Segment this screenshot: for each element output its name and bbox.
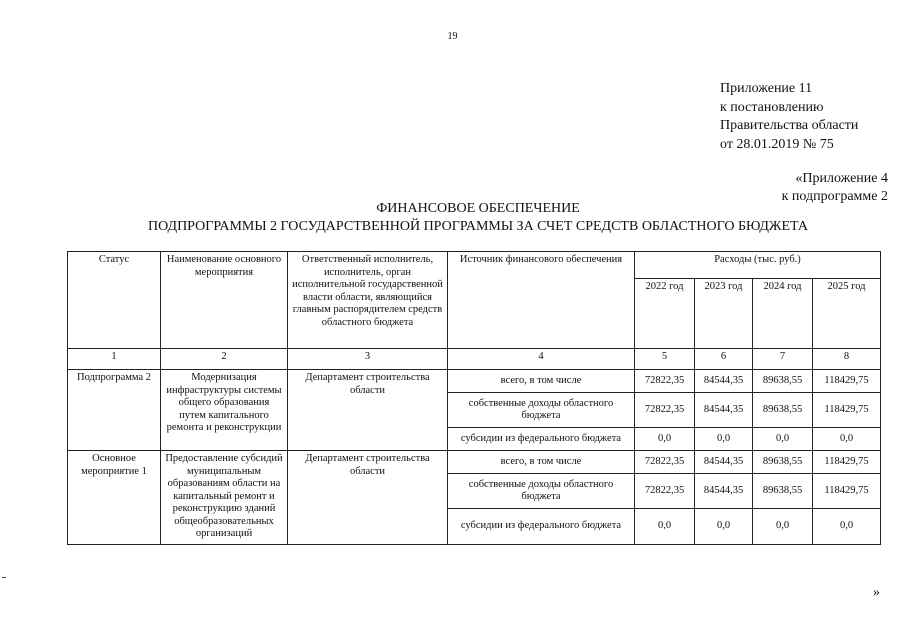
header-year: 2025 год bbox=[813, 279, 881, 349]
source-cell: собственные доходы областного бюджета bbox=[448, 474, 635, 509]
column-index: 2 bbox=[161, 349, 288, 370]
status-cell: Основное мероприятие 1 bbox=[68, 451, 161, 545]
appendix-line: Приложение 11 bbox=[720, 81, 813, 96]
value-cell: 84544,35 bbox=[695, 451, 753, 474]
header-source: Источник финансового обеспечения bbox=[448, 252, 635, 349]
value-cell: 118429,75 bbox=[813, 370, 881, 393]
executor-cell: Департамент строительства области bbox=[288, 370, 448, 451]
appendix-line: к постановлению bbox=[720, 99, 824, 115]
source-cell: собственные доходы областного бюджета bbox=[448, 393, 635, 428]
header-status: Статус bbox=[68, 252, 161, 349]
value-cell: 0,0 bbox=[635, 428, 695, 451]
value-cell: 89638,55 bbox=[753, 393, 813, 428]
column-index-row bbox=[68, 349, 881, 370]
scan-mark bbox=[2, 577, 6, 578]
column-index: 7 bbox=[753, 349, 813, 370]
table-header-row bbox=[68, 252, 881, 279]
value-cell: 0,0 bbox=[753, 509, 813, 545]
source-cell: всего, в том числе bbox=[448, 451, 635, 474]
table-row bbox=[68, 451, 881, 474]
column-index: 1 bbox=[68, 349, 161, 370]
value-cell: 0,0 bbox=[695, 509, 753, 545]
table-row bbox=[68, 370, 881, 393]
column-index: 6 bbox=[695, 349, 753, 370]
value-cell: 84544,35 bbox=[695, 393, 753, 428]
document-title bbox=[60, 200, 896, 236]
header-expenses: Расходы (тыс. руб.) bbox=[635, 252, 881, 279]
title-line: ФИНАНСОВОЕ ОБЕСПЕЧЕНИЕ bbox=[376, 201, 580, 216]
column-index: 3 bbox=[288, 349, 448, 370]
executor-cell: Департамент строительства области bbox=[288, 451, 448, 545]
value-cell: 84544,35 bbox=[695, 474, 753, 509]
value-cell: 72822,35 bbox=[635, 451, 695, 474]
name-cell: Предоставление субсидий муниципальным образованиям области на капитальный ремонт и реконструкцию зданий общеобразовательных организаций bbox=[161, 451, 288, 545]
column-index: 4 bbox=[448, 349, 635, 370]
value-cell: 89638,55 bbox=[753, 370, 813, 393]
appendix-block bbox=[720, 80, 858, 154]
header-year: 2023 год bbox=[695, 279, 753, 349]
header-name: Наименование основного мероприятия bbox=[161, 252, 288, 349]
value-cell: 0,0 bbox=[813, 509, 881, 545]
appendix-line: от 28.01.2019 № 75 bbox=[720, 136, 834, 152]
financing-table bbox=[67, 251, 881, 545]
source-cell: субсидии из федерального бюджета bbox=[448, 428, 635, 451]
page-number: 19 bbox=[447, 31, 458, 42]
value-cell: 72822,35 bbox=[635, 370, 695, 393]
value-cell: 0,0 bbox=[635, 509, 695, 545]
appendix-line: Правительства области bbox=[720, 118, 859, 133]
status-cell: Подпрограмма 2 bbox=[68, 370, 161, 451]
source-cell: всего, в том числе bbox=[448, 370, 635, 393]
value-cell: 89638,55 bbox=[753, 474, 813, 509]
header-year: 2024 год bbox=[753, 279, 813, 349]
header-executor: Ответственный исполнитель, исполнитель, орган исполнительной государственной власти области, являющийся главным распорядителем средств областного бюджета bbox=[288, 252, 448, 349]
value-cell: 89638,55 bbox=[753, 451, 813, 474]
value-cell: 118429,75 bbox=[813, 393, 881, 428]
column-index: 8 bbox=[813, 349, 881, 370]
header-year: 2022 год bbox=[635, 279, 695, 349]
column-index: 5 bbox=[635, 349, 695, 370]
value-cell: 0,0 bbox=[695, 428, 753, 451]
value-cell: 0,0 bbox=[813, 428, 881, 451]
value-cell: 72822,35 bbox=[635, 393, 695, 428]
value-cell: 0,0 bbox=[753, 428, 813, 451]
value-cell: 84544,35 bbox=[695, 370, 753, 393]
value-cell: 72822,35 bbox=[635, 474, 695, 509]
value-cell: 118429,75 bbox=[813, 474, 881, 509]
value-cell: 118429,75 bbox=[813, 451, 881, 474]
source-cell: субсидии из федерального бюджета bbox=[448, 509, 635, 545]
closing-quote: » bbox=[873, 585, 880, 600]
sub-appendix-line: «Приложение 4 bbox=[795, 171, 888, 186]
title-line: ПОДПРОГРАММЫ 2 ГОСУДАРСТВЕННОЙ ПРОГРАММЫ ЗА СЧЕТ СРЕДСТВ ОБЛАСТНОГО БЮДЖЕТА bbox=[148, 219, 808, 234]
name-cell: Модернизация инфраструктуры системы общего образования путем капитального ремонта и реконструкции bbox=[161, 370, 288, 451]
sub-appendix-line: к подпрограмме 2 bbox=[781, 189, 888, 204]
